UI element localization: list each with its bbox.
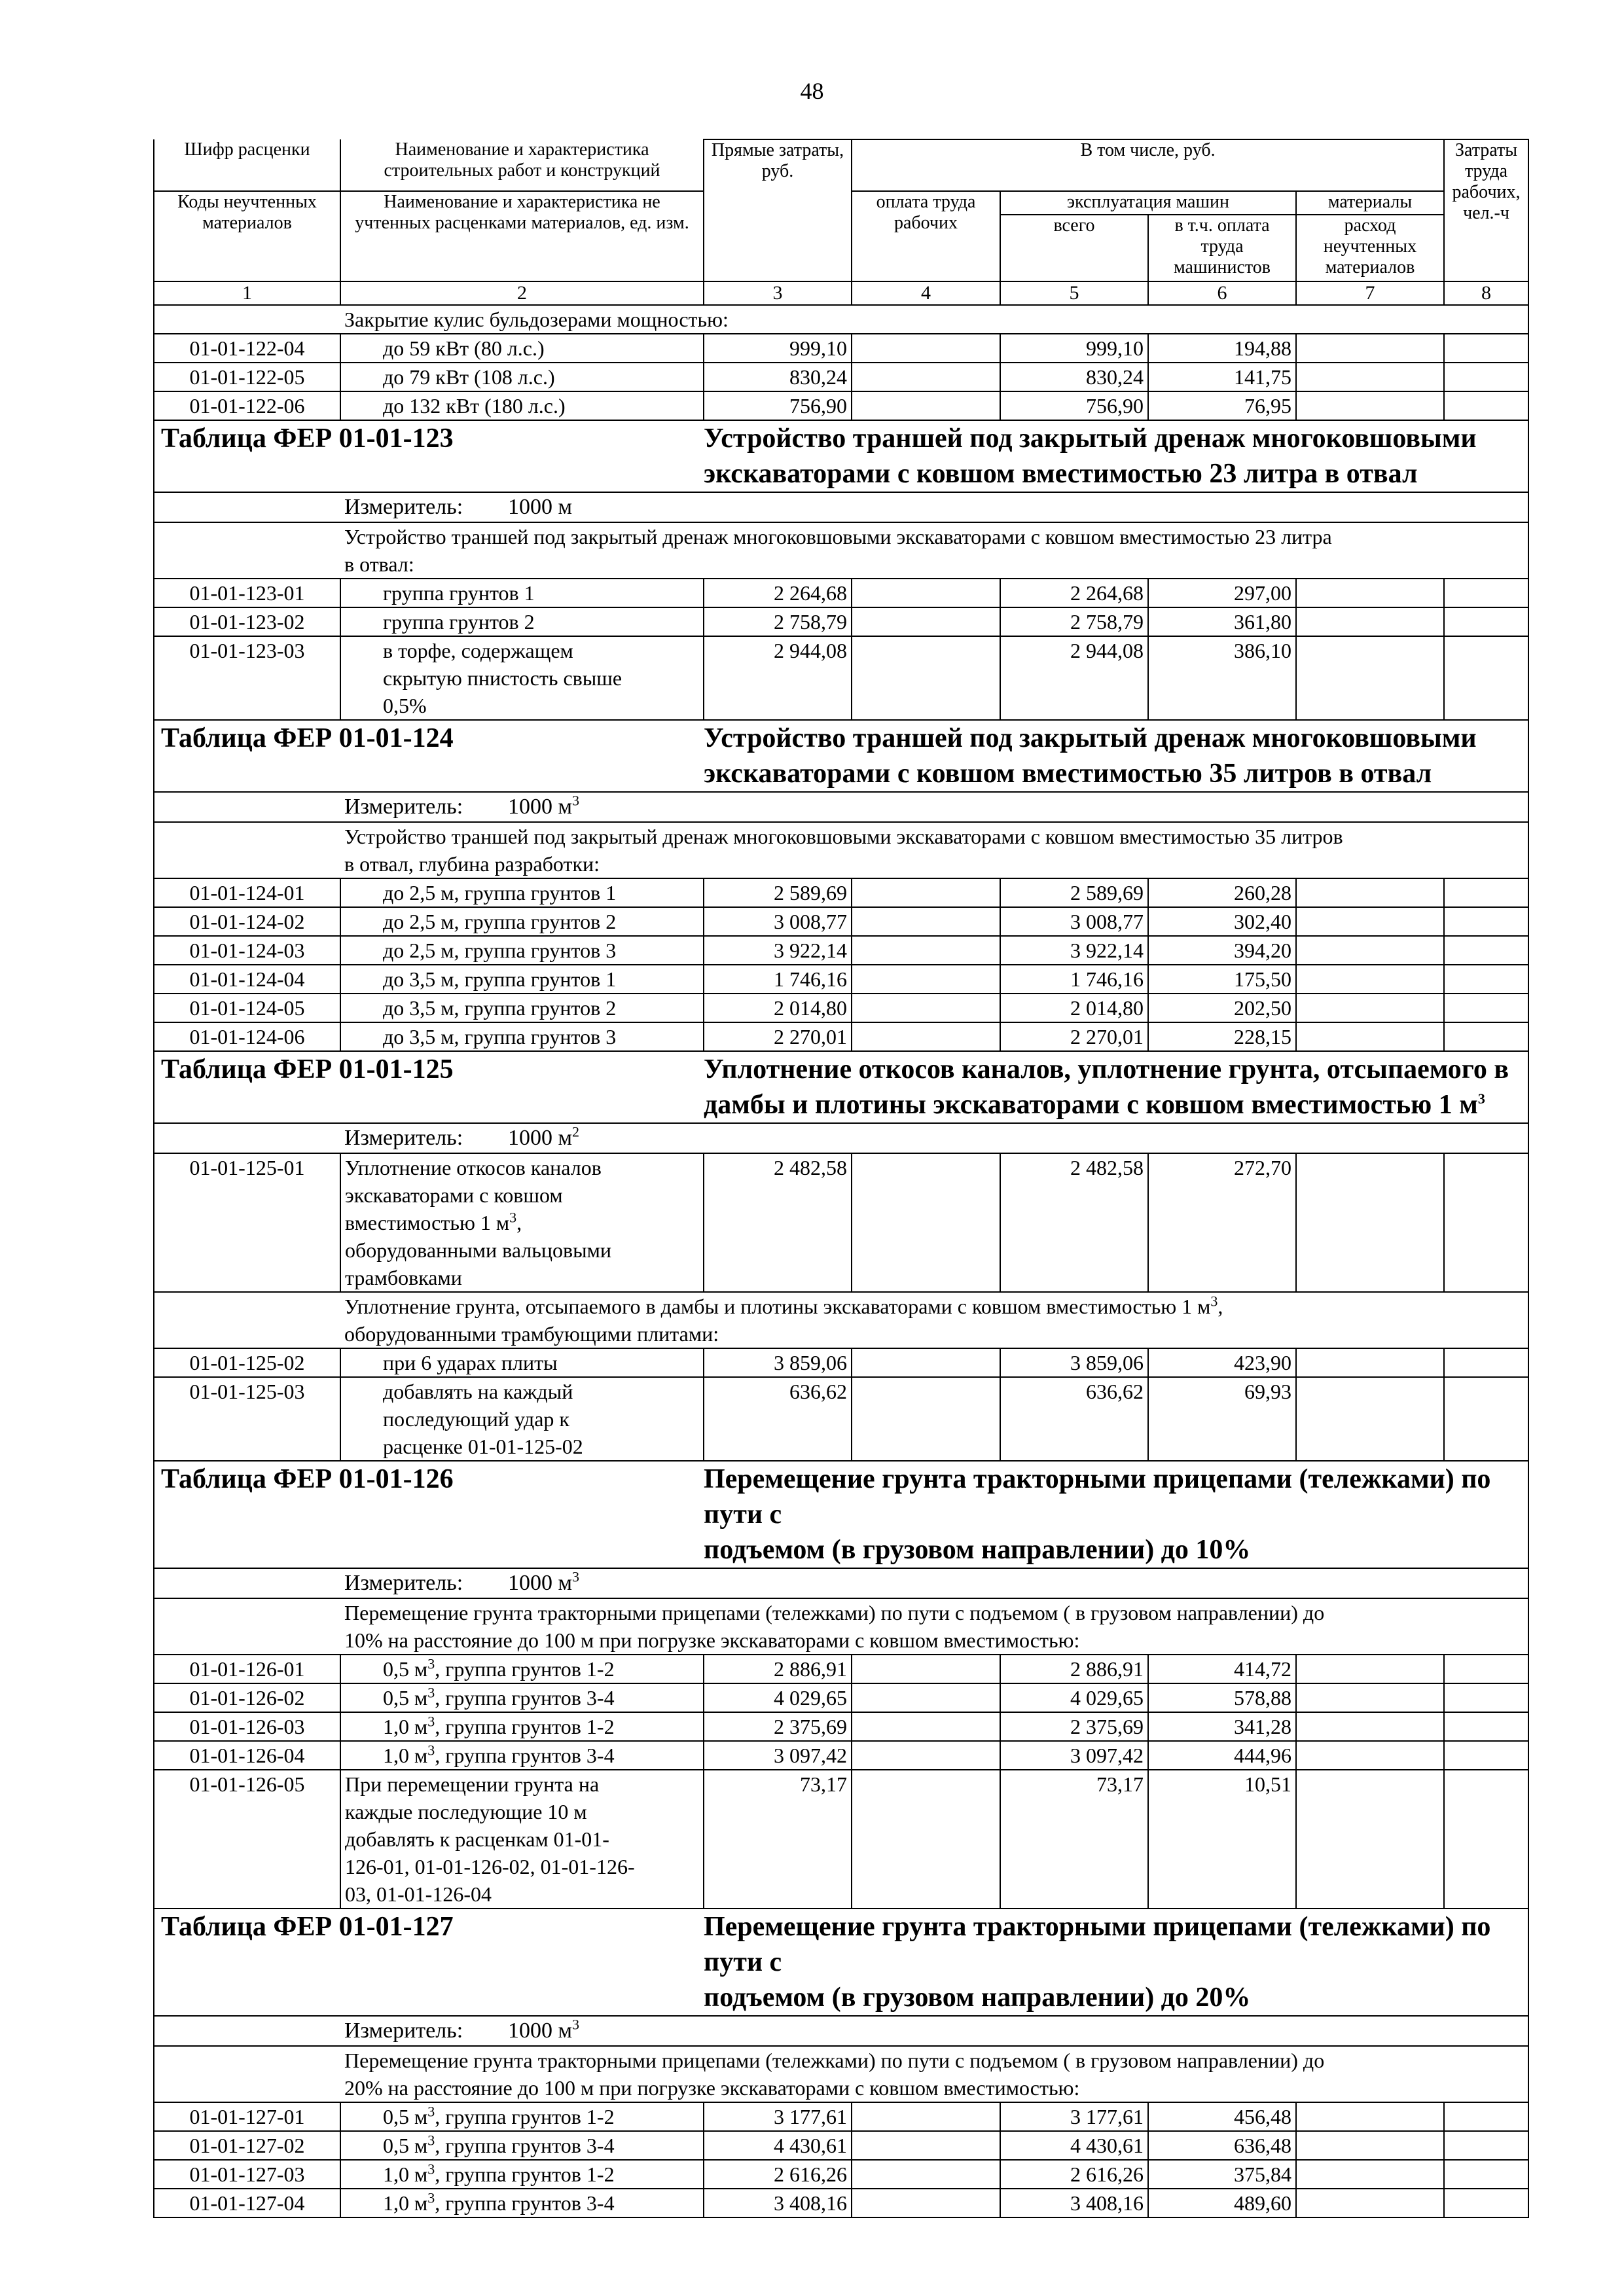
rate-code: 01-01-124-05 [154, 994, 340, 1022]
group-description-row [154, 305, 1528, 334]
table-row [154, 907, 1528, 936]
machinist-pay: 394,20 [1148, 936, 1296, 965]
header-materials: материалы [1296, 191, 1444, 215]
table-row [154, 1655, 1528, 1683]
rate-code: 01-01-123-03 [154, 636, 340, 720]
table-row [154, 636, 1528, 720]
machine-total: 756,90 [1000, 391, 1148, 420]
machinist-pay: 489,60 [1148, 2189, 1296, 2217]
machinist-pay: 375,84 [1148, 2160, 1296, 2189]
header-machinist: в т.ч. оплата труда машинистов [1148, 215, 1296, 281]
machine-total: 2 482,58 [1000, 1153, 1148, 1292]
table-row [154, 334, 1528, 363]
section-title-row [154, 420, 1528, 492]
machine-total: 999,10 [1000, 334, 1148, 363]
rate-name: При перемещении грунта на каждые последующие 10 м добавлять к расценкам 01-01- 126-01, 01-01-126-02, 01-01-126- 03, 01-01-126-04 [340, 1770, 704, 1909]
machinist-pay: 302,40 [1148, 907, 1296, 936]
page-number: 48 [800, 78, 824, 104]
table-row [154, 1770, 1528, 1909]
direct-cost: 2 482,58 [704, 1153, 852, 1292]
measure-unit: Измеритель: 1000 $м^3$ [340, 2016, 1528, 2046]
machinist-pay: 423,90 [1148, 1348, 1296, 1377]
machinist-pay: 175,50 [1148, 965, 1296, 994]
direct-cost: 999,10 [704, 334, 852, 363]
group-description: Закрытие кулис бульдозерами мощностью: [340, 305, 1528, 334]
table-row [154, 1153, 1528, 1292]
direct-cost: 756,90 [704, 391, 852, 420]
machine-total: 73,17 [1000, 1770, 1148, 1909]
machinist-pay: 341,28 [1148, 1712, 1296, 1741]
rate-name: до 2,5 м, группа грунтов 3 [340, 936, 704, 965]
measure-row [154, 1568, 1528, 1598]
rate-code: 01-01-126-04 [154, 1741, 340, 1770]
group-description: Перемещение грунта тракторными прицепами (тележками) по пути с подъемом ( в грузовом направлении) до 20% на расстояние до 100 м при погрузке экскаваторами с ковшом вместимостью: [340, 2046, 1528, 2102]
rate-name: до 59 кВт (80 л.с.) [340, 334, 704, 363]
direct-cost: 2 758,79 [704, 607, 852, 636]
header-labor-pay: оплата труда рабочих [852, 191, 1000, 281]
machinist-pay: 578,88 [1148, 1683, 1296, 1712]
rate-code: 01-01-126-02 [154, 1683, 340, 1712]
section-label: Таблица ФЕР 01-01-127 [154, 1909, 704, 2016]
rate-name: до 2,5 м, группа грунтов 1 [340, 878, 704, 907]
table-row [154, 965, 1528, 994]
machinist-pay: 69,93 [1148, 1377, 1296, 1461]
column-numbers-row [154, 281, 1528, 305]
rate-name: группа грунтов 2 [340, 607, 704, 636]
section-label: Таблица ФЕР 01-01-123 [154, 420, 704, 492]
rate-name: 0,5 $м^3$, группа грунтов 3-4 [340, 1683, 704, 1712]
table-row [154, 994, 1528, 1022]
machinist-pay: 76,95 [1148, 391, 1296, 420]
group-description-row [154, 2046, 1528, 2102]
table-row [154, 878, 1528, 907]
direct-cost: 73,17 [704, 1770, 852, 1909]
table-row [154, 2102, 1528, 2131]
direct-cost: 3 177,61 [704, 2102, 852, 2131]
measure-row [154, 792, 1528, 822]
header-labor: Затраты труда рабочих, чел.-ч [1444, 139, 1528, 281]
column-number: 1 [154, 281, 340, 305]
direct-cost: 636,62 [704, 1377, 852, 1461]
header-material-names: Наименование и характеристика не учтенных расценками материалов, ед. изм. [340, 191, 704, 281]
machine-total: 3 097,42 [1000, 1741, 1148, 1770]
machine-total: 2 886,91 [1000, 1655, 1148, 1683]
measure-unit: Измеритель: 1000 $м^3$ [340, 792, 1528, 822]
rate-name: 0,5 $м^3$, группа грунтов 1-2 [340, 2102, 704, 2131]
rate-code: 01-01-126-01 [154, 1655, 340, 1683]
machine-total: 3 859,06 [1000, 1348, 1148, 1377]
section-title-row [154, 1461, 1528, 1568]
machinist-pay: 141,75 [1148, 363, 1296, 391]
machinist-pay: 414,72 [1148, 1655, 1296, 1683]
direct-cost: 830,24 [704, 363, 852, 391]
rates-table [153, 139, 1529, 2218]
rate-name: до 3,5 м, группа грунтов 3 [340, 1022, 704, 1051]
machine-total: 636,62 [1000, 1377, 1148, 1461]
column-number: 5 [1000, 281, 1148, 305]
group-description-row [154, 522, 1528, 579]
direct-cost: 3 097,42 [704, 1741, 852, 1770]
column-number: 3 [704, 281, 852, 305]
header-total: всего [1000, 215, 1148, 281]
table-row [154, 1741, 1528, 1770]
measure-unit: Измеритель: 1000 $м^3$ [340, 1568, 1528, 1598]
direct-cost: 3 922,14 [704, 936, 852, 965]
rate-name: до 132 кВт (180 л.с.) [340, 391, 704, 420]
rate-code: 01-01-125-01 [154, 1153, 340, 1292]
rate-code: 01-01-122-04 [154, 334, 340, 363]
rate-name: при 6 ударах плиты [340, 1348, 704, 1377]
section-title-row [154, 1909, 1528, 2016]
group-description: Устройство траншей под закрытый дренаж многоковшовыми экскаваторами с ковшом вместимостью 35 литров в отвал, глубина разработки: [340, 822, 1528, 878]
machine-total: 1 746,16 [1000, 965, 1148, 994]
rate-code: 01-01-126-05 [154, 1770, 340, 1909]
rate-name: Уплотнение откосов каналов экскаваторами с ковшом вместимостью 1 $м^3$, оборудованными вальцовыми трамбовками [340, 1153, 704, 1292]
measure-row [154, 492, 1528, 522]
machinist-pay: 456,48 [1148, 2102, 1296, 2131]
header-direct: Прямые затраты, руб. [704, 139, 852, 281]
table-row [154, 1377, 1528, 1461]
section-label: Таблица ФЕР 01-01-126 [154, 1461, 704, 1568]
machine-total: 4 430,61 [1000, 2131, 1148, 2160]
machinist-pay: 10,51 [1148, 1770, 1296, 1909]
table-row [154, 1683, 1528, 1712]
direct-cost: 2 014,80 [704, 994, 852, 1022]
rate-name: до 2,5 м, группа грунтов 2 [340, 907, 704, 936]
machinist-pay: 444,96 [1148, 1741, 1296, 1770]
direct-cost: 2 616,26 [704, 2160, 852, 2189]
rate-name: до 3,5 м, группа грунтов 1 [340, 965, 704, 994]
direct-cost: 1 746,16 [704, 965, 852, 994]
table-row [154, 363, 1528, 391]
section-title: Устройство траншей под закрытый дренаж многоковшовыми экскаваторами с ковшом вместимостью 35 литров в отвал [704, 720, 1528, 792]
table-row [154, 391, 1528, 420]
rate-name: 1,0 $м^3$, группа грунтов 3-4 [340, 1741, 704, 1770]
column-number: 7 [1296, 281, 1444, 305]
header-code: Шифр расценки [154, 139, 340, 191]
machinist-pay: 272,70 [1148, 1153, 1296, 1292]
section-title: Перемещение грунта тракторными прицепами (тележками) по пути с подъемом (в грузовом направлении) до 20% [704, 1909, 1528, 2016]
rate-code: 01-01-124-02 [154, 907, 340, 936]
header-row [154, 139, 1528, 191]
table-row [154, 2131, 1528, 2160]
column-number: 4 [852, 281, 1000, 305]
table-row [154, 2189, 1528, 2217]
rate-code: 01-01-124-01 [154, 878, 340, 907]
machine-total: 2 944,08 [1000, 636, 1148, 720]
rate-code: 01-01-124-04 [154, 965, 340, 994]
group-description: Устройство траншей под закрытый дренаж многоковшовыми экскаваторами с ковшом вместимостью 23 литра в отвал: [340, 522, 1528, 579]
table-row [154, 2160, 1528, 2189]
rate-name: группа грунтов 1 [340, 579, 704, 607]
column-number: 6 [1148, 281, 1296, 305]
direct-cost: 3 859,06 [704, 1348, 852, 1377]
measure-row [154, 1123, 1528, 1153]
table-row [154, 1022, 1528, 1051]
header-machines: эксплуатация машин [1000, 191, 1296, 215]
rate-name: добавлять на каждый последующий удар к расценке 01-01-125-02 [340, 1377, 704, 1461]
section-title-row [154, 720, 1528, 792]
table-row [154, 1712, 1528, 1741]
machine-total: 2 758,79 [1000, 607, 1148, 636]
header-name: Наименование и характеристика строительных работ и конструкций [340, 139, 704, 191]
rate-code: 01-01-127-01 [154, 2102, 340, 2131]
rate-code: 01-01-123-02 [154, 607, 340, 636]
header-material-codes: Коды неучтенных материалов [154, 191, 340, 281]
machine-total: 2 264,68 [1000, 579, 1148, 607]
rate-name: до 3,5 м, группа грунтов 2 [340, 994, 704, 1022]
rate-code: 01-01-127-02 [154, 2131, 340, 2160]
section-title: Устройство траншей под закрытый дренаж многоковшовыми экскаваторами с ковшом вместимостью 23 литра в отвал [704, 420, 1528, 492]
machinist-pay: 194,88 [1148, 334, 1296, 363]
rate-code: 01-01-127-03 [154, 2160, 340, 2189]
machinist-pay: 260,28 [1148, 878, 1296, 907]
table-row [154, 1348, 1528, 1377]
machine-total: 830,24 [1000, 363, 1148, 391]
rate-name: до 79 кВт (108 л.с.) [340, 363, 704, 391]
direct-cost: 4 029,65 [704, 1683, 852, 1712]
machinist-pay: 636,48 [1148, 2131, 1296, 2160]
column-number: 2 [340, 281, 704, 305]
rate-code: 01-01-122-06 [154, 391, 340, 420]
machinist-pay: 228,15 [1148, 1022, 1296, 1051]
rate-code: 01-01-125-03 [154, 1377, 340, 1461]
measure-unit: Измеритель: 1000 м [340, 492, 1528, 522]
section-title: Перемещение грунта тракторными прицепами (тележками) по пути с подъемом (в грузовом направлении) до 10% [704, 1461, 1528, 1568]
machine-total: 2 270,01 [1000, 1022, 1148, 1051]
machinist-pay: 361,80 [1148, 607, 1296, 636]
header-mat-consumption: расход неучтенных материалов [1296, 215, 1444, 281]
section-label: Таблица ФЕР 01-01-125 [154, 1051, 704, 1123]
direct-cost: 2 270,01 [704, 1022, 852, 1051]
measure-row [154, 2016, 1528, 2046]
machine-total: 2 014,80 [1000, 994, 1148, 1022]
machine-total: 3 922,14 [1000, 936, 1148, 965]
direct-cost: 2 264,68 [704, 579, 852, 607]
rate-code: 01-01-127-04 [154, 2189, 340, 2217]
group-description-row [154, 1292, 1528, 1348]
direct-cost: 2 944,08 [704, 636, 852, 720]
rate-name: 1,0 $м^3$, группа грунтов 1-2 [340, 1712, 704, 1741]
machine-total: 4 029,65 [1000, 1683, 1148, 1712]
direct-cost: 4 430,61 [704, 2131, 852, 2160]
section-label: Таблица ФЕР 01-01-124 [154, 720, 704, 792]
machine-total: 3 408,16 [1000, 2189, 1148, 2217]
rate-code: 01-01-123-01 [154, 579, 340, 607]
rate-name: 1,0 $м^3$, группа грунтов 3-4 [340, 2189, 704, 2217]
group-description: Перемещение грунта тракторными прицепами (тележками) по пути с подъемом ( в грузовом направлении) до 10% на расстояние до 100 м при погрузке экскаваторами с ковшом вместимостью: [340, 1598, 1528, 1655]
machinist-pay: 386,10 [1148, 636, 1296, 720]
group-description: Уплотнение грунта, отсыпаемого в дамбы и плотины экскаваторами с ковшом вместимостью 1 $м^3$, оборудованными трамбующими плитами: [340, 1292, 1528, 1348]
machinist-pay: 202,50 [1148, 994, 1296, 1022]
direct-cost: 3 408,16 [704, 2189, 852, 2217]
rate-code: 01-01-126-03 [154, 1712, 340, 1741]
machine-total: 2 589,69 [1000, 878, 1148, 907]
table-row [154, 607, 1528, 636]
rate-code: 01-01-124-06 [154, 1022, 340, 1051]
direct-cost: 3 008,77 [704, 907, 852, 936]
machine-total: 2 375,69 [1000, 1712, 1148, 1741]
rate-name: 1,0 $м^3$, группа грунтов 1-2 [340, 2160, 704, 2189]
rate-name: 0,5 $м^3$, группа грунтов 3-4 [340, 2131, 704, 2160]
direct-cost: 2 589,69 [704, 878, 852, 907]
machine-total: 3 177,61 [1000, 2102, 1148, 2131]
section-title: Уплотнение откосов каналов, уплотнение грунта, отсыпаемого в дамбы и плотины экскаваторами с ковшом вместимостью 1 $м^3$ [704, 1051, 1528, 1123]
machinist-pay: 297,00 [1148, 579, 1296, 607]
header-incl: В том числе, руб. [852, 139, 1444, 191]
rate-code: 01-01-125-02 [154, 1348, 340, 1377]
direct-cost: 2 375,69 [704, 1712, 852, 1741]
section-title-row [154, 1051, 1528, 1123]
direct-cost: 2 886,91 [704, 1655, 852, 1683]
rate-code: 01-01-124-03 [154, 936, 340, 965]
rate-name: 0,5 $м^3$, группа грунтов 1-2 [340, 1655, 704, 1683]
machine-total: 2 616,26 [1000, 2160, 1148, 2189]
column-number: 8 [1444, 281, 1528, 305]
rate-name: в торфе, содержащем скрытую пнистость свыше 0,5% [340, 636, 704, 720]
table-row [154, 936, 1528, 965]
group-description-row [154, 822, 1528, 878]
measure-unit: Измеритель: 1000 $м^2$ [340, 1123, 1528, 1153]
machine-total: 3 008,77 [1000, 907, 1148, 936]
rate-code: 01-01-122-05 [154, 363, 340, 391]
group-description-row [154, 1598, 1528, 1655]
table-row [154, 579, 1528, 607]
